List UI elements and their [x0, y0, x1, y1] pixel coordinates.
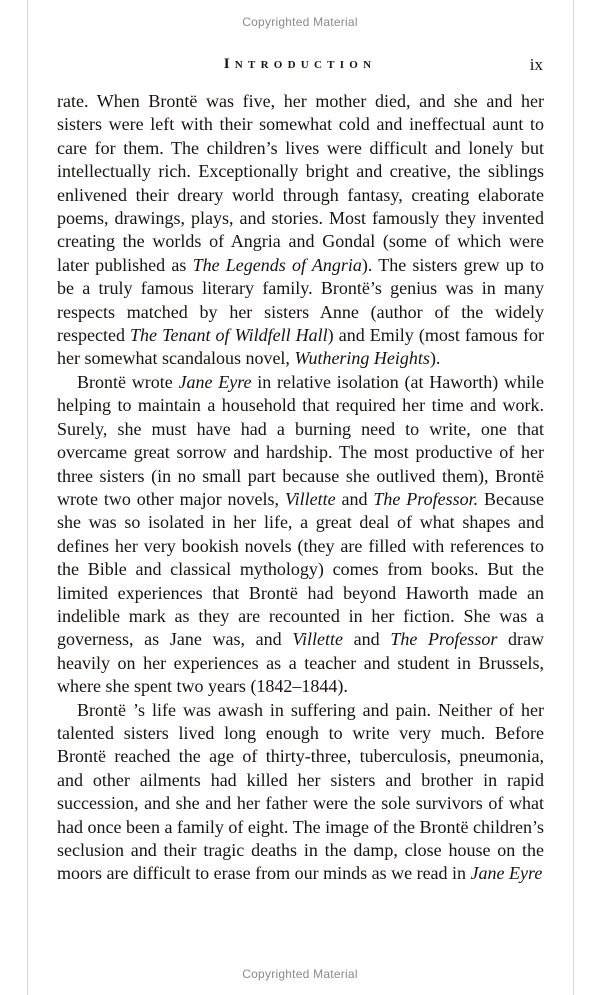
page-body: [0, 90, 600, 886]
text-run: ) and Emily (most famous for her somewhat scandalous novel,: [57, 325, 544, 369]
text-run: rate. When Brontë was five, her mother died, and she and her sisters were left with their somewhat cold and ineffectual aunt to care for them. The children’s lives were difficult and lonely but intellectually rich. Exceptionally bright and creative, the siblings enlivened their dreary world through fantasy, creating elaborate poems, drawings, plays, and stories. Most famously they invented creating the worlds of Angria and Gondal (some of which were later published as: [57, 91, 544, 275]
italic-text-run: Villette: [284, 488, 336, 509]
section-title: Introduction: [223, 56, 377, 72]
copyright-notice-top: Copyrighted Material: [242, 15, 358, 29]
page-edge-left: [27, 0, 28, 995]
paragraph: [57, 90, 544, 371]
text-run: Brontë wrote: [77, 371, 179, 392]
italic-text-run: The Professor.: [373, 488, 479, 509]
italic-text-run: Villette: [292, 629, 343, 650]
text-run: draw heavily on her experiences as a teacher and student in Brussels, where she spent two years (1842–1844).: [57, 629, 544, 697]
text-run: Because she was so isolated in her life, a great deal of what shapes and defines her very bookish novels (they are filled with references to the Bible and classical mythology) comes from books. But the limited experiences that Brontë had beyond Haworth made an indelible mark as they are recounted in her fiction. She was a governess, as Jane was, and: [57, 488, 545, 650]
text-run: and: [335, 488, 374, 509]
text-run: and: [342, 629, 391, 650]
text-run: Brontë ’s life was awash in suffering and pain. Neither of her talented sisters lived long enough to write very much. Before Brontë reached the age of thirty-three, tuberculosis, pneumonia, and other ailments had killed her sisters and brother in rapid succession, and she and her father were the sole survivors of what had once been a family of eight. The image of the Brontë children’s seclusion and their tragic deaths in the damp, close house on the moors are difficult to erase from our minds as we read in: [57, 699, 545, 884]
italic-text-run: Jane Eyre: [470, 863, 543, 884]
page-header: [0, 55, 600, 77]
italic-text-run: The Legends of Angria: [192, 254, 362, 275]
page-edge-right: [573, 0, 574, 995]
paragraph: [57, 699, 544, 886]
italic-text-run: The Professor: [390, 629, 498, 650]
italic-text-run: Jane Eyre: [178, 371, 252, 392]
paragraph: [57, 371, 544, 699]
italic-text-run: Wuthering Heights: [294, 348, 430, 369]
text-run: in relative isolation (at Haworth) while helping to maintain a household that required her time and work. Surely, she must have had a burning need to write, one that overcame great sorrow and hardship. The most productive of her three sisters (in no small part because she outlived them), Brontë wrote two other major novels,: [57, 371, 544, 509]
text-run: ).: [429, 348, 441, 369]
text-run: ). The sisters grew up to be a truly famous literary family. Brontë’s genius was in many respects matched by her sisters Anne (author of the widely respected: [57, 254, 545, 346]
italic-text-run: The Tenant of Wildfell Hall: [130, 325, 328, 346]
page-number: ix: [529, 55, 543, 74]
copyright-notice-bottom: Copyrighted Material: [242, 967, 358, 981]
